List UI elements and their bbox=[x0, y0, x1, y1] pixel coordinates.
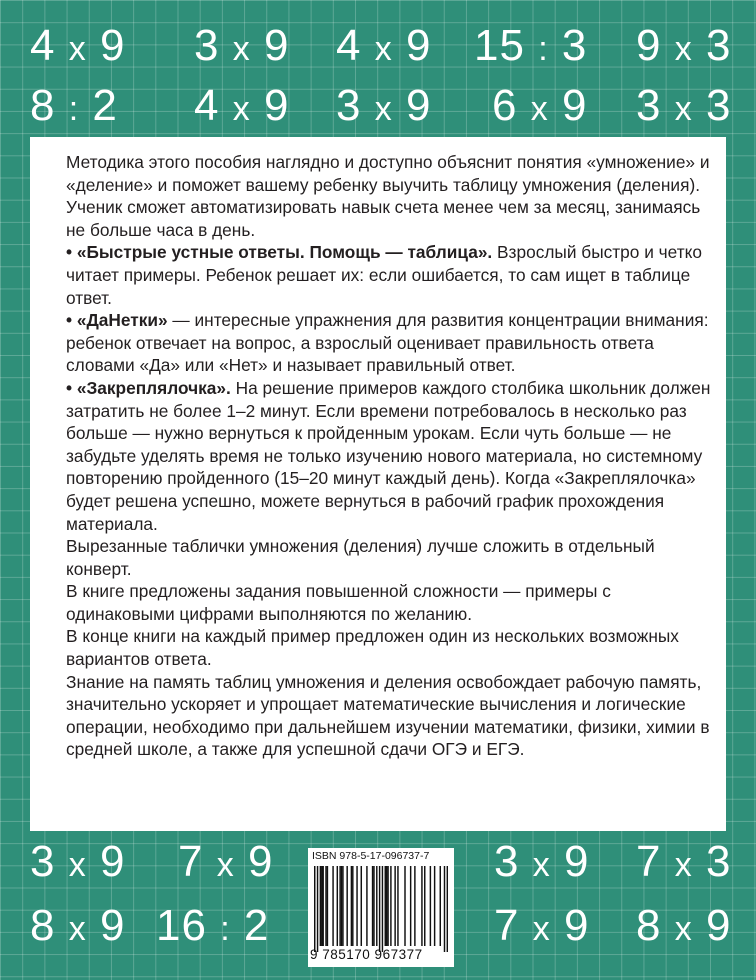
example-bottom-5 bbox=[30, 901, 126, 951]
example-bottom-8 bbox=[636, 901, 732, 951]
barcode-bar bbox=[332, 866, 333, 946]
example-operator: x bbox=[674, 30, 693, 68]
isbn-label: ISBN 978-5-17-096737-7 bbox=[312, 850, 430, 862]
barcode-bar bbox=[385, 866, 386, 946]
barcode-bar bbox=[317, 866, 318, 952]
example-operator: x bbox=[532, 846, 551, 884]
example-operand-b: 9 bbox=[563, 901, 590, 950]
barcode-bar bbox=[373, 866, 374, 946]
example-operand-a: 3 bbox=[494, 837, 520, 886]
barcode-bar bbox=[322, 866, 323, 946]
example-operand-a: 3 bbox=[194, 21, 220, 70]
example-operator: x bbox=[216, 846, 235, 884]
example-operator: x bbox=[232, 90, 251, 128]
barcode-bar bbox=[342, 866, 343, 946]
example-bottom-1 bbox=[30, 837, 126, 887]
barcode-bar bbox=[320, 866, 321, 946]
method-title: • «Закреплялочка». bbox=[66, 377, 231, 398]
barcode-bar bbox=[414, 866, 415, 946]
example-operand-b: 9 bbox=[705, 901, 732, 950]
example-operand-b: 9 bbox=[561, 81, 588, 130]
method-text: На решение примеров каждого столбика школьник должен затратить не более 1–2 минут. Если времени потребовалось в несколько раз больше — нужно вернуться к пройденным урокам. Если чуть больше — не забудьте уделять время не только изучению нового материала, но системному повторению пройденного (15–20 минут каждый день). Когда «Закреплялочка» будет решена успешно, можете вернуться в рабочий график прохождения материала. bbox=[66, 377, 711, 534]
example-top-8 bbox=[336, 81, 432, 131]
example-top-5 bbox=[636, 21, 732, 71]
example-top-7 bbox=[194, 81, 290, 131]
barcode-bar bbox=[379, 866, 380, 952]
example-operand-b: 3 bbox=[561, 21, 588, 70]
memory-paragraph: Знание на память таблиц умножения и деления освобождает рабочую память, значительно ускоряет и упрощает математические вычисления и логические операции, необходимо при дальнейшем изучении математики, физики, химии в средней школе, а также для успешной сдачи ОГЭ и ЕГЭ. bbox=[66, 671, 710, 760]
method-zakreplyalochka bbox=[66, 377, 716, 535]
method-text: Взрослый быстро и четко читает примеры. Ребенок решает их: если ошибается, то сам ищет в таблице ответ. bbox=[66, 242, 702, 308]
example-operator: x bbox=[674, 846, 693, 884]
example-operand-a: 3 bbox=[336, 81, 362, 130]
barcode-bar bbox=[361, 866, 362, 946]
barcode-box bbox=[308, 848, 454, 967]
example-operand-b: 3 bbox=[705, 21, 732, 70]
example-operand-b: 9 bbox=[563, 837, 590, 886]
example-operand-b: 9 bbox=[263, 21, 290, 70]
barcode-bar bbox=[382, 866, 383, 952]
example-operand-b: 9 bbox=[247, 837, 274, 886]
example-operand-a: 7 bbox=[636, 837, 662, 886]
example-bottom-6 bbox=[156, 901, 270, 951]
barcode-bar bbox=[434, 866, 435, 946]
example-operator: x bbox=[674, 90, 693, 128]
barcode-bar bbox=[325, 866, 326, 946]
barcode-bar bbox=[394, 866, 395, 946]
example-top-2 bbox=[194, 21, 290, 71]
example-operator: x bbox=[674, 910, 693, 948]
example-bottom-4 bbox=[636, 837, 732, 887]
example-operand-a: 8 bbox=[30, 901, 56, 950]
example-top-4 bbox=[474, 21, 588, 71]
barcode-bar bbox=[387, 866, 388, 946]
method-fast-answers bbox=[66, 241, 716, 309]
barcode-bar bbox=[341, 866, 342, 946]
example-operand-a: 3 bbox=[30, 837, 56, 886]
barcode-bar bbox=[337, 866, 338, 946]
example-operand-a: 3 bbox=[636, 81, 662, 130]
barcode-bar bbox=[346, 866, 347, 946]
example-bottom-3 bbox=[494, 837, 590, 887]
intro-paragraph: Методика этого пособия наглядно и доступно объяснит понятия «умножение» и «деление» и поможет вашему ребенку выучить таблицу умножения (деления). Ученик сможет автоматизировать навык счета менее чем за месяц, занимаясь не больше часа в день. bbox=[66, 152, 710, 240]
method-danetki bbox=[66, 309, 716, 377]
example-operand-b: 3 bbox=[705, 837, 732, 886]
barcode-bar bbox=[397, 866, 398, 946]
example-bottom-2 bbox=[178, 837, 274, 887]
method-text: — интересные упражнения для развития концентрации внимания: ребенок отвечает на вопрос, а взрослый оценивает правильность ответа словами «Да» или «Нет» и называет правильный ответ. bbox=[66, 310, 709, 376]
description-panel bbox=[30, 137, 726, 831]
example-operator: x bbox=[68, 30, 87, 68]
description-text bbox=[66, 151, 716, 761]
barcode-bar bbox=[339, 866, 340, 946]
example-operand-b: 9 bbox=[263, 81, 290, 130]
barcode-bar bbox=[404, 866, 405, 946]
barcode-bar bbox=[447, 866, 448, 952]
example-top-1 bbox=[30, 21, 126, 71]
barcode-bar bbox=[314, 866, 315, 952]
barcode-bar bbox=[321, 866, 322, 946]
example-operand-b: 9 bbox=[99, 837, 126, 886]
example-bottom-7 bbox=[494, 901, 590, 951]
example-operand-b: 3 bbox=[705, 81, 732, 130]
example-operator: : bbox=[68, 90, 80, 128]
example-operand-b: 9 bbox=[99, 901, 126, 950]
example-operand-a: 7 bbox=[178, 837, 204, 886]
barcode-bar bbox=[444, 866, 445, 952]
barcode-bar bbox=[424, 866, 425, 946]
example-top-3 bbox=[336, 21, 432, 71]
example-operand-a: 9 bbox=[636, 21, 662, 70]
barcode-bar bbox=[440, 866, 441, 946]
example-operand-b: 2 bbox=[92, 81, 118, 130]
barcode-bar bbox=[372, 866, 373, 946]
hard-tasks-paragraph: В книге предложены задания повышенной сложности — примеры с одинаковыми цифрами выполняются по желанию. bbox=[66, 581, 611, 624]
example-operand-a: 4 bbox=[30, 21, 56, 70]
example-operand-a: 8 bbox=[636, 901, 662, 950]
barcode-bar bbox=[410, 866, 411, 946]
example-operand-a: 4 bbox=[336, 21, 362, 70]
example-top-9 bbox=[492, 81, 588, 131]
example-top-6 bbox=[30, 81, 118, 131]
barcode-bar bbox=[430, 866, 431, 946]
barcode-bar bbox=[356, 866, 357, 946]
barcode-bar bbox=[366, 866, 367, 946]
barcode-bars bbox=[314, 866, 448, 952]
example-operator: x bbox=[374, 90, 393, 128]
example-operator: x bbox=[374, 30, 393, 68]
barcode-bar bbox=[386, 866, 387, 946]
example-operand-a: 15 bbox=[474, 21, 525, 70]
cut-cards-paragraph: Вырезанные таблички умножения (деления) лучше сложить в отдельный конверт. bbox=[66, 536, 655, 579]
example-operator: : bbox=[220, 910, 231, 948]
example-operator: x bbox=[232, 30, 251, 68]
barcode-bar bbox=[421, 866, 422, 946]
example-operand-a: 6 bbox=[492, 81, 518, 130]
barcode-bar bbox=[376, 866, 377, 946]
answers-paragraph: В конце книги на каждый пример предложен один из нескольких возможных вариантов ответа. bbox=[66, 626, 679, 670]
example-operator: x bbox=[532, 910, 551, 948]
example-operand-b: 9 bbox=[405, 21, 432, 70]
method-title: • «Быстрые устные ответы. Помощь — таблица». bbox=[66, 242, 493, 263]
example-operand-a: 7 bbox=[494, 901, 520, 950]
example-operand-b: 2 bbox=[243, 901, 270, 950]
example-operand-a: 16 bbox=[156, 901, 207, 950]
example-operator: x bbox=[530, 90, 549, 128]
example-top-10 bbox=[636, 81, 732, 131]
example-operator: x bbox=[68, 910, 87, 948]
example-operator: x bbox=[68, 846, 87, 884]
barcode-digits: 9 785170 967377 bbox=[310, 947, 423, 962]
barcode-bar bbox=[390, 866, 391, 946]
barcode-bar bbox=[352, 866, 353, 946]
example-operator: : bbox=[538, 30, 549, 68]
barcode-bar bbox=[327, 866, 328, 946]
barcode-bar bbox=[351, 866, 352, 946]
example-operand-b: 9 bbox=[405, 81, 432, 130]
example-operand-a: 4 bbox=[194, 81, 220, 130]
example-operand-a: 8 bbox=[30, 81, 56, 130]
method-title: • «ДаНетки» bbox=[66, 310, 168, 331]
example-operand-b: 9 bbox=[99, 21, 126, 70]
